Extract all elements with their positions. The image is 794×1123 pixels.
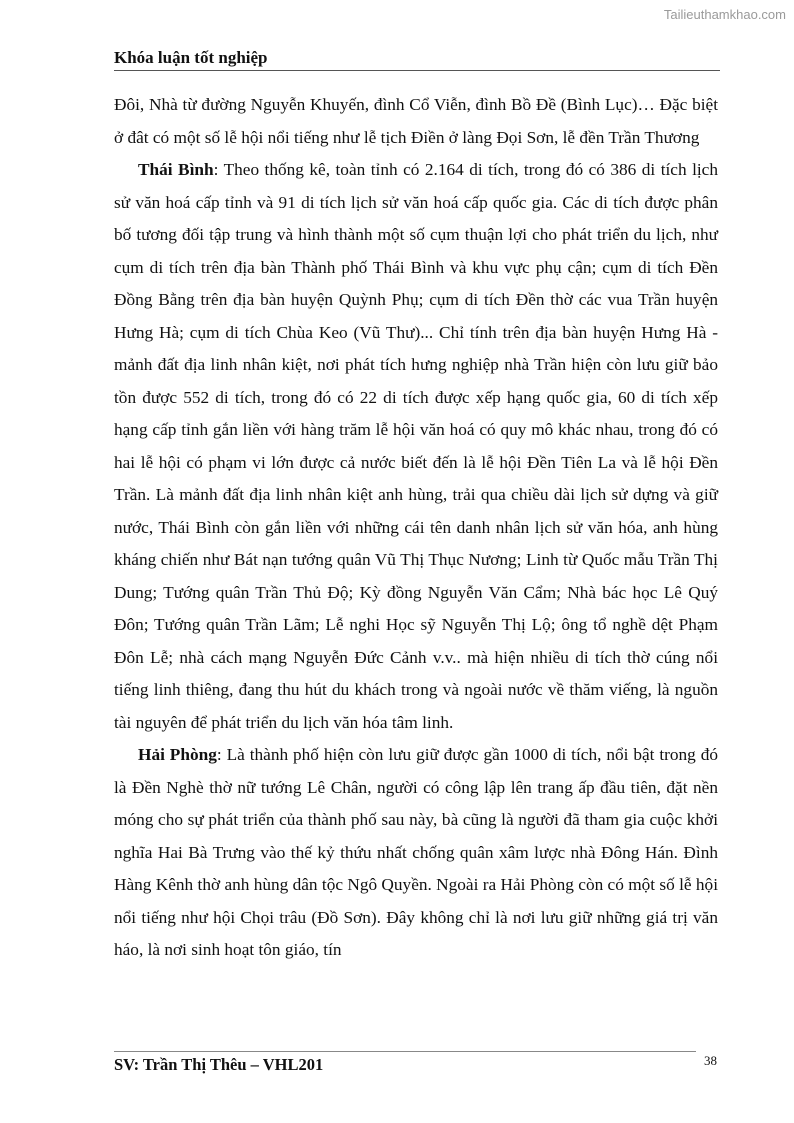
footer-author: SV: Trần Thị Thêu – VHL201	[114, 1055, 324, 1074]
document-body	[114, 89, 718, 967]
footer-divider	[114, 1051, 696, 1052]
header-divider	[114, 70, 720, 71]
running-header-title: Khóa luận tốt nghiệp	[114, 48, 268, 67]
paragraph-hai-phong	[114, 739, 718, 967]
hai-phong-heading: Hải Phòng	[138, 745, 217, 764]
thai-binh-heading: Thái Bình	[138, 160, 214, 179]
paragraph-intro: Đôi, Nhà từ đường Nguyễn Khuyến, đình Cổ Viễn, đình Bồ Đề (Bình Lục)… Đặc biệt ở đât có một số lễ hội nổi tiếng như lễ tịch Điền ở làng Đọi Sơn, lễ đền Trần Thương	[114, 95, 718, 147]
page-number: 38	[704, 1053, 717, 1068]
thai-binh-text: : Theo thống kê, toàn tỉnh có 2.164 di tích, trong đó có 386 di tích lịch sử văn hoá cấp tỉnh và 91 di tích lịch sử văn hoá cấp quốc gia. Các di tích được phân bố tương đối tập trung và hình thành một số cụm thuận lợi cho phát triển du lịch, như cụm di tích trên địa bàn Thành phố Thái Bình và khu vực phụ cận; cụm di tích Đền Đồng Bằng trên địa bàn huyện Quỳnh Phụ; cụm di tích Đền thờ các vua Trần huyện Hưng Hà; cụm di tích Chùa Keo (Vũ Thư)... Chỉ tính trên địa bàn huyện Hưng Hà - mảnh đất địa linh nhân kiệt, nơi phát tích hưng nghiệp nhà Trần hiện còn lưu giữ bảo tồn được 552 di tích, trong đó có 22 di tích được xếp hạng quốc gia, 60 di tích xếp hạng cấp tỉnh gắn liền với hàng trăm lễ hội văn hoá có quy mô khác nhau, trong đó có hai lễ hội có phạm vi lớn được cả nước biết đến là lễ hội Đền Tiên La và lễ hội Đền Trần. Là mảnh đất địa linh nhân kiệt anh hùng, trải qua chiều dài lịch sử dựng và giữ nước, Thái Bình còn gắn liền với những cái tên danh nhân lịch sử văn hóa, anh hùng kháng chiến như Bát nạn tướng quân Vũ Thị Thục Nương; Linh từ Quốc mẫu Trần Thị Dung; Tướng quân Trần Thủ Độ; Kỳ đồng Nguyễn Văn Cẩm; Nhà bác học Lê Quý Đôn; Tướng quân Trần Lãm; Lễ nghi Học sỹ Nguyễn Thị Lộ; ông tổ nghề dệt Phạm Đôn Lễ; nhà cách mạng Nguyễn Đức Cảnh v.v.. mà hiện nhiều di tích thờ cúng nổi tiếng linh thiêng, đang thu hút du khách trong và ngoài nước về thăm viếng, là nguồn tài nguyên để phát triển du lịch văn hóa tâm linh.	[114, 160, 718, 732]
paragraph-thai-binh	[114, 154, 718, 739]
hai-phong-text: : Là thành phố hiện còn lưu giữ được gần 1000 di tích, nổi bật trong đó là Đền Nghè thờ nữ tướng Lê Chân, người có công lập lên trang ấp đầu tiên, đặt nền móng cho sự phát triển của thành phố sau này, bà cũng là người đã tham gia cuộc khởi nghĩa Hai Bà Trưng vào thế kỷ thứu nhất chống quân xâm lược nhà Đông Hán. Đình Hàng Kênh thờ anh hùng dân tộc Ngô Quyền. Ngoài ra Hải Phòng còn có một số lễ hội nổi tiếng như hội Chọi trâu (Đồ Sơn). Đây không chỉ là nơi lưu giữ những giá trị văn háo, là nơi sinh hoạt tôn giáo, tín	[114, 745, 719, 959]
watermark-text: Tailieuthamkhao.com	[663, 7, 786, 22]
